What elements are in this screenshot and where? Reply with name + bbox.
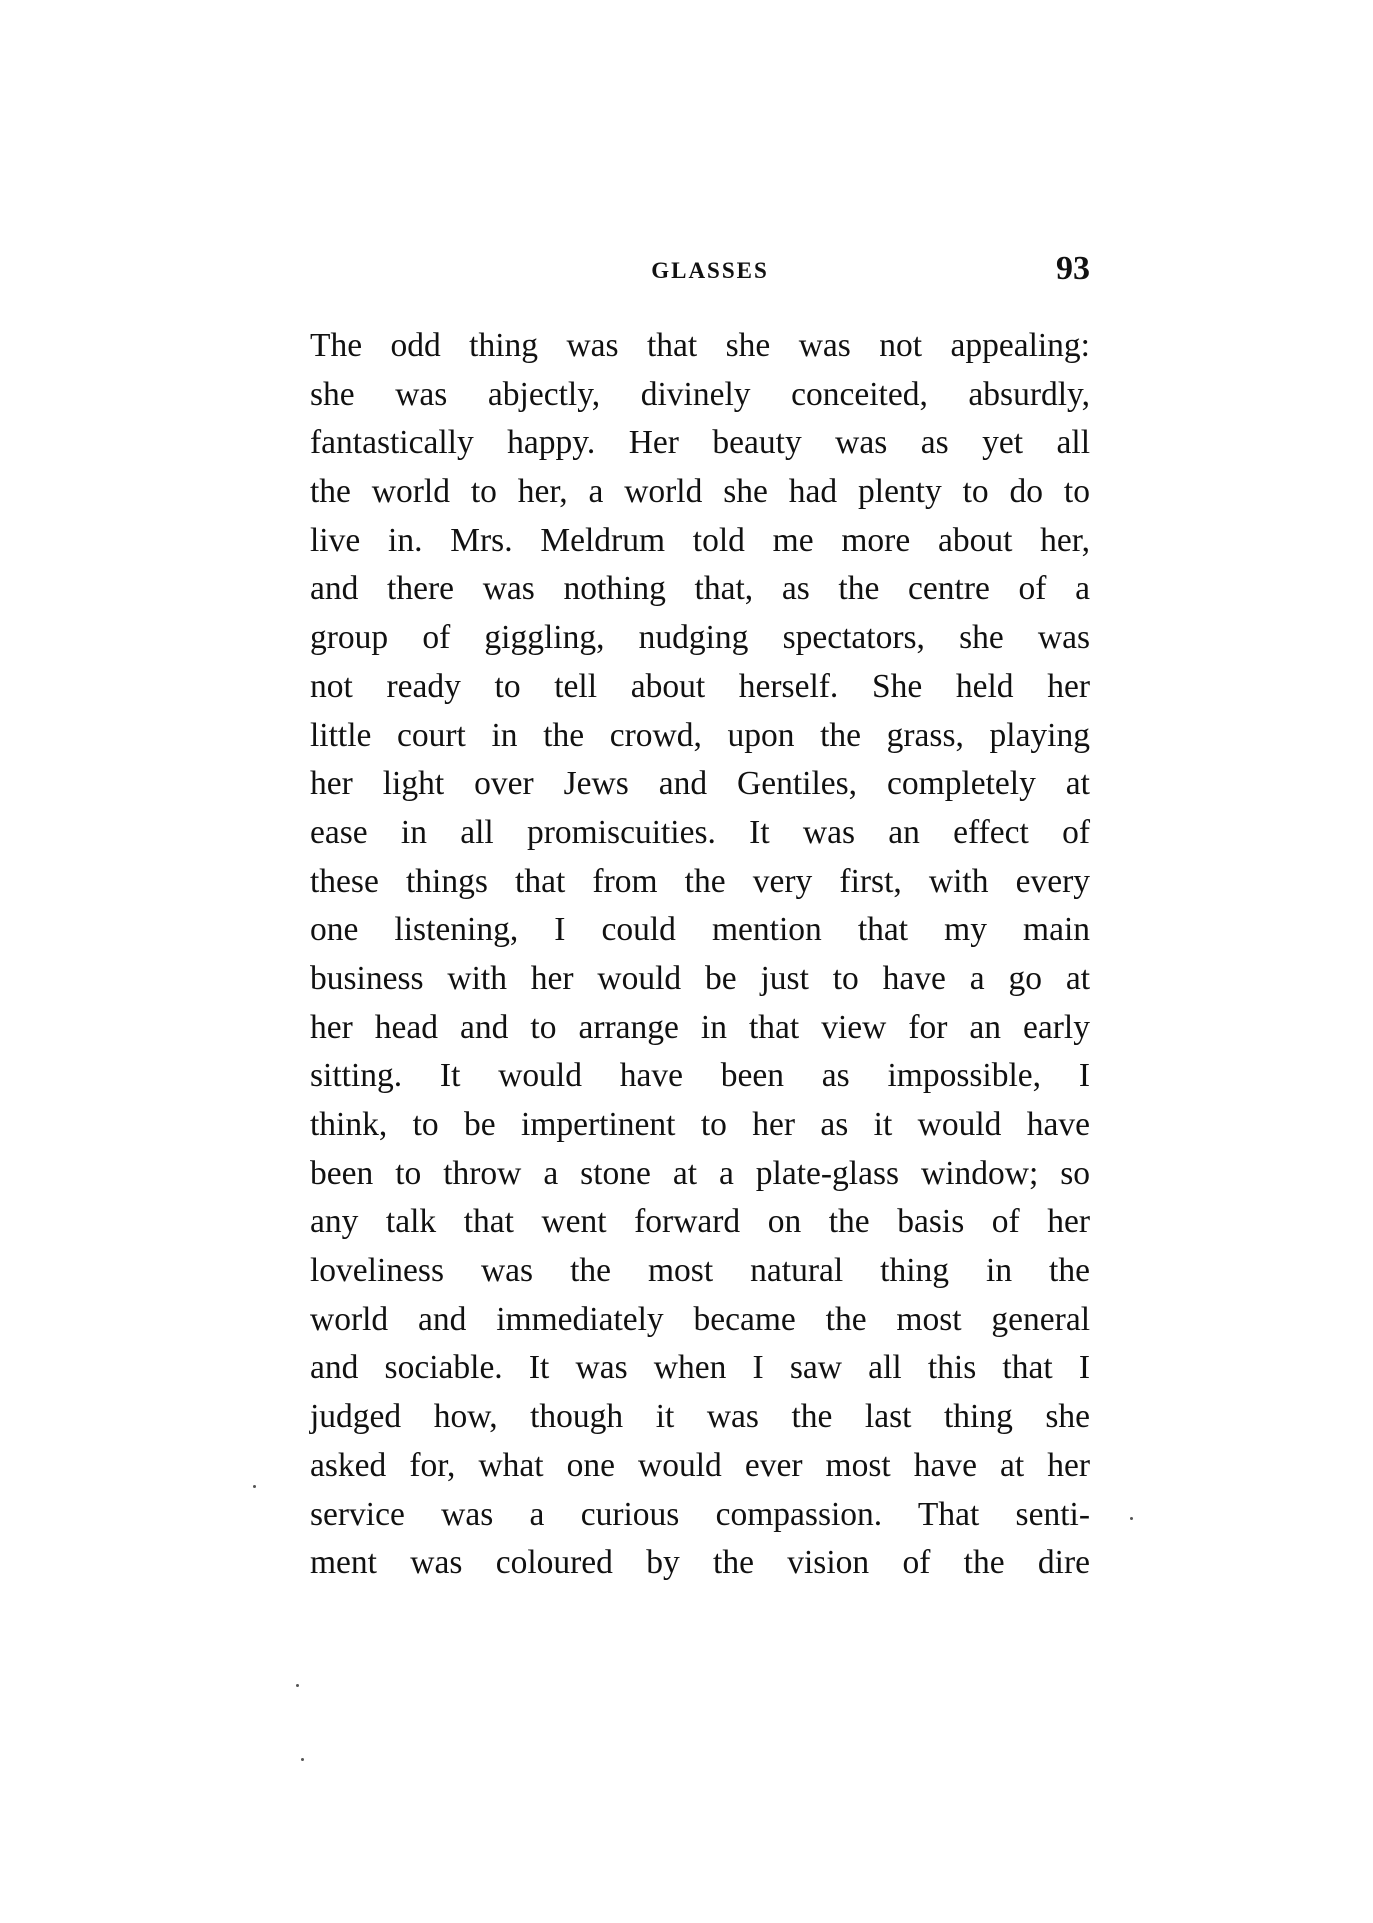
- text-line: The odd thing was that she was not appealing:: [310, 327, 1090, 364]
- scan-speck: [296, 1684, 299, 1687]
- body-text: [310, 322, 1090, 1588]
- text-line: and sociable. It was when I saw all this that I: [310, 1349, 1090, 1387]
- text-line: any talk that went forward on the basis of her: [310, 1203, 1090, 1241]
- text-line: the world to her, a world she had plenty to do to: [310, 473, 1090, 511]
- scan-speck: [253, 1485, 256, 1488]
- text-line: think, to be impertinent to her as it would have: [310, 1106, 1090, 1143]
- text-line: live in. Mrs. Meldrum told me more about her,: [310, 521, 1090, 559]
- text-line: loveliness was the most natural thing in the: [310, 1252, 1090, 1290]
- text-line: ease in all promiscuities. It was an effect of: [310, 813, 1090, 851]
- text-line: world and immediately became the most general: [310, 1300, 1090, 1338]
- text-line: sitting. It would have been as impossible, I: [310, 1057, 1090, 1095]
- scan-speck: [1130, 1517, 1133, 1520]
- text-line: been to throw a stone at a plate-glass window; so: [310, 1154, 1090, 1192]
- running-title: GLASSES: [651, 258, 769, 283]
- text-line: group of giggling, nudging spectators, she was: [310, 619, 1090, 657]
- scan-speck: [301, 1758, 304, 1761]
- page-number: 93: [1056, 250, 1090, 287]
- text-line: her head and to arrange in that view for an early: [310, 1008, 1090, 1046]
- text-line: her light over Jews and Gentiles, completely at: [310, 765, 1090, 803]
- text-line: asked for, what one would ever most have at her: [310, 1446, 1090, 1484]
- text-line: one listening, I could mention that my main: [310, 911, 1090, 949]
- text-line: these things that from the very first, with every: [310, 862, 1090, 900]
- text-line: not ready to tell about herself. She held her: [310, 667, 1090, 705]
- text-line: fantastically happy. Her beauty was as yet all: [310, 424, 1090, 462]
- text-line: judged how, though it was the last thing she: [310, 1398, 1090, 1436]
- text-line: little court in the crowd, upon the grass, playing: [310, 716, 1090, 754]
- running-head: [310, 250, 1090, 300]
- text-line: business with her would be just to have a go at: [310, 959, 1090, 997]
- text-line: service was a curious compassion. That senti-: [310, 1495, 1090, 1533]
- text-line: she was abjectly, divinely conceited, absurdly,: [310, 375, 1090, 413]
- text-line: and there was nothing that, as the centre of a: [310, 570, 1090, 608]
- text-line: ment was coloured by the vision of the dire: [310, 1544, 1090, 1582]
